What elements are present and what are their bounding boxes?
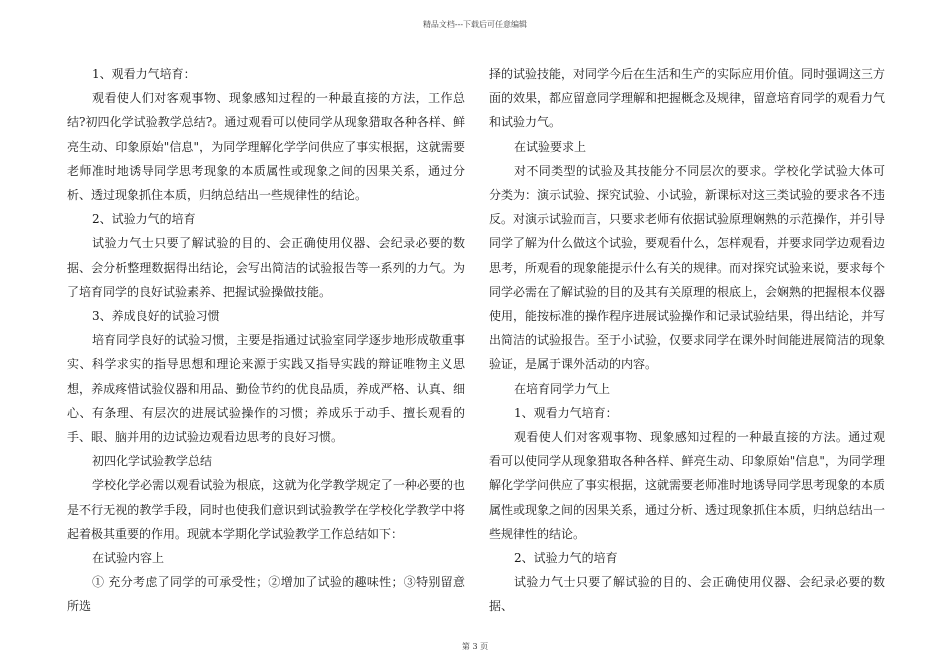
heading-experiment-ability: 2、试验力气的培育 — [92, 212, 196, 227]
heading-experiment-ability-2: 2、试验力气的培育 — [514, 551, 618, 566]
paragraph-intro: 学校化学必需以观看试验为根底，这就为化学教学规定了一种必要的也是不行无视的教学手段，同时也使我们意识到试验教学在学校化学教学中将起着极其重要的作用。现就本学期化学试验教学工作总结如下： — [67, 478, 465, 541]
section-title: 初四化学试验教学总结 — [92, 454, 213, 469]
right-column — [489, 62, 885, 619]
paragraph-experiment-ability-2: 试验力气士只要了解试验的目的、会正确使用仪器、会纪录必要的数据、 — [489, 575, 885, 614]
heading-requirements: 在试验要求上 — [514, 139, 587, 154]
paragraph-experiment-ability: 试验力气士只要了解试验的目的、会正确使用仪器、会纪录必要的数据、会分析整理数据得出结论，会写出简洁的试验报告等一系列的力气。为了培育同学的良好试验素养、把握试验操做技能。 — [67, 236, 465, 299]
paragraph-continuation: 择的试验技能，对同学今后在生活和生产的实际应用价值。同时强调这三方面的效果，都应留意同学理解和把握概念及规律，留意培育同学的观看力气和试验力气。 — [489, 67, 886, 130]
heading-content: 在试验内容上 — [92, 551, 165, 566]
heading-habits: 3、养成良好的试验习惯 — [92, 309, 220, 324]
heading-observation-2: 1、观看力气培育： — [514, 405, 618, 420]
paragraph-observation-2: 观看使人们对客观事物、现象感知过程的一种最直接的方法。通过观看可以使同学从现象猎取各种各样、鲜亮生动、印象原始"信息"，为同学理解化学学问供应了事实根据，这就需要老师准时地诱导同学思考现象的本质属性或现象之间的因果关系，通过分析、透过现象抓住本质，归纳总结出一些规律性的结论。 — [489, 430, 886, 541]
paragraph-content: ① 充分考虑了同学的可承受性；②增加了试验的趣味性；③特别留意所选 — [67, 575, 465, 614]
heading-ability-training: 在培育同学力气上 — [514, 381, 611, 396]
paragraph-observation: 观看使人们对客观事物、现象感知过程的一种最直接的方法，工作总结?初四化学试验教学总结?。通过观看可以使同学从现象猎取各种各样、鲜亮生动、印象原始"信息"，为同学理解化学学问供应了事实根据，这就需要老师准时地诱导同学思考现象的本质属性或现象之间的因果关系，通过分析、透过现象抓住本质，归纳总结出一些规律性的结论。 — [67, 91, 465, 203]
page-header: 精品文档---下载后可任意编辑 — [422, 20, 528, 29]
page-number: 第 3 页 — [461, 642, 489, 651]
paragraph-habits: 培育同学良好的试验习惯，主要是指通过试验室同学逐步地形成敬重事实、科学求实的指导思想和理论来源于实践又指导实践的辩证唯物主义思想，养成疼惜试验仪器和用品、勤俭节约的优良品质，养成严格、认真、细心、有条理、有层次的进展试验操作的习惯；养成乐于动手、擅长观看的手、眼、脑并用的边试验边观看边思考的良好习惯。 — [67, 333, 465, 445]
paragraph-requirements: 对不同类型的试验及其技能分不同层次的要求。学校化学试验大体可分类为：演示试验、探究试验、小试验，新课标对这三类试验的要求各不违反。对演示试验而言，只要求老师有依据试验原理娴熟的示范操作，并引导同学了解为什么做这个试验，要观看什么，怎样观看，并要求同学边观看边思考，所观看的现象能提示什么有关的规律。而对探究试验来说，要求每个同学必需在了解试验的目的及其有关原理的根底上，会娴熟的把握根本仪器使用，能按标准的操作程序进展试验操作和记录试验结果，得出结论，并写出简洁的试验报告。至于小试验，仅要求同学在课外时间能进展简洁的现象验证，是属于课外活动的内容。 — [489, 163, 886, 372]
heading-observation: 1、观看力气培育： — [92, 67, 196, 81]
left-column — [67, 62, 465, 619]
